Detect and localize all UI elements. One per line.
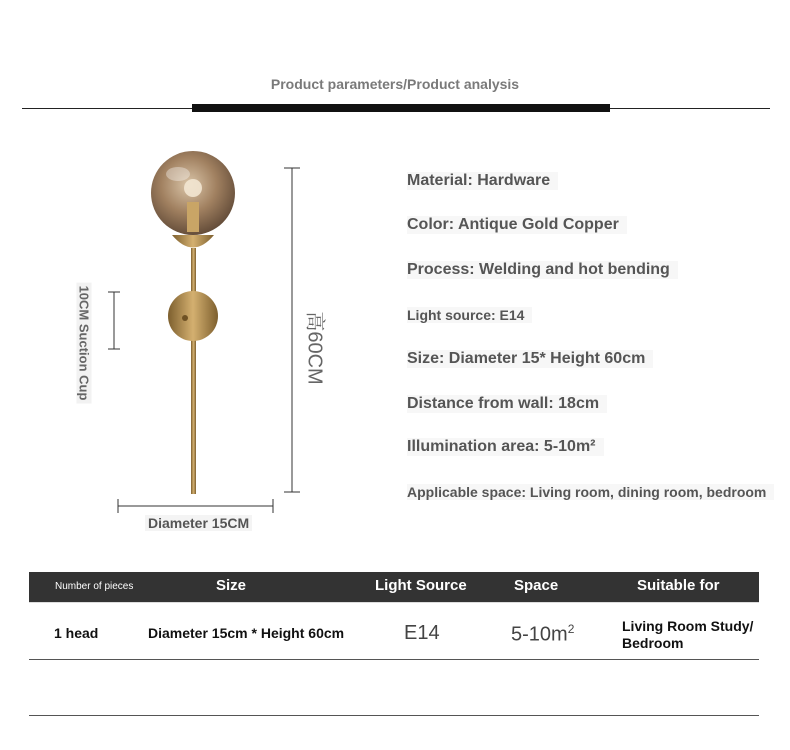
cell-space-value: 5-10m xyxy=(511,623,568,646)
spec-light-source: Light source: E14 xyxy=(407,307,532,323)
lamp-rod xyxy=(191,248,196,494)
cell-space-unit: 2 xyxy=(567,622,575,636)
spec-color: Color: Antique Gold Copper xyxy=(407,216,627,234)
lamp-cup xyxy=(172,235,214,248)
wall-lamp-illustration xyxy=(60,140,310,520)
lamp-wall-plate xyxy=(168,291,218,341)
cell-light-source: E14 xyxy=(404,622,440,644)
cell-space xyxy=(511,622,574,647)
cell-pieces: 1 head xyxy=(54,625,99,641)
height-dimension-label: 高60CM xyxy=(303,311,326,385)
spec-size: Size: Diameter 15* Height 60cm xyxy=(407,350,653,368)
lamp-socket xyxy=(187,202,199,232)
table-row-divider xyxy=(29,659,759,660)
th-light-source: Light Source xyxy=(375,577,467,594)
cell-suitable-line-1: Living Room Study/ xyxy=(622,618,754,634)
table-divider xyxy=(29,602,759,603)
th-number-of-pieces: Number of pieces xyxy=(55,581,134,592)
spec-applicable-space: Applicable space: Living room, dining room, bedroom xyxy=(407,484,774,500)
spec-process: Process: Welding and hot bending xyxy=(407,261,678,279)
th-suitable-for: Suitable for xyxy=(637,577,720,594)
diameter-dimension-label: Diameter 15CM xyxy=(145,515,252,531)
suction-dimension-label: 10CM Suction Cup xyxy=(77,283,92,404)
spec-material: Material: Hardware xyxy=(407,172,558,190)
th-size: Size xyxy=(216,577,247,594)
table-bottom-divider xyxy=(29,715,759,716)
spec-wall-distance: Distance from wall: 18cm xyxy=(407,395,607,413)
cell-size: Diameter 15cm * Height 60cm xyxy=(148,625,345,641)
spec-illumination: Illumination area: 5-10m² xyxy=(407,438,604,456)
th-space: Space xyxy=(514,577,559,594)
page-title: Product parameters/Product analysis xyxy=(270,76,520,92)
cell-suitable-for xyxy=(622,618,753,652)
header-accent-bar xyxy=(192,104,610,112)
cell-suitable-line-2: Bedroom xyxy=(622,635,684,651)
